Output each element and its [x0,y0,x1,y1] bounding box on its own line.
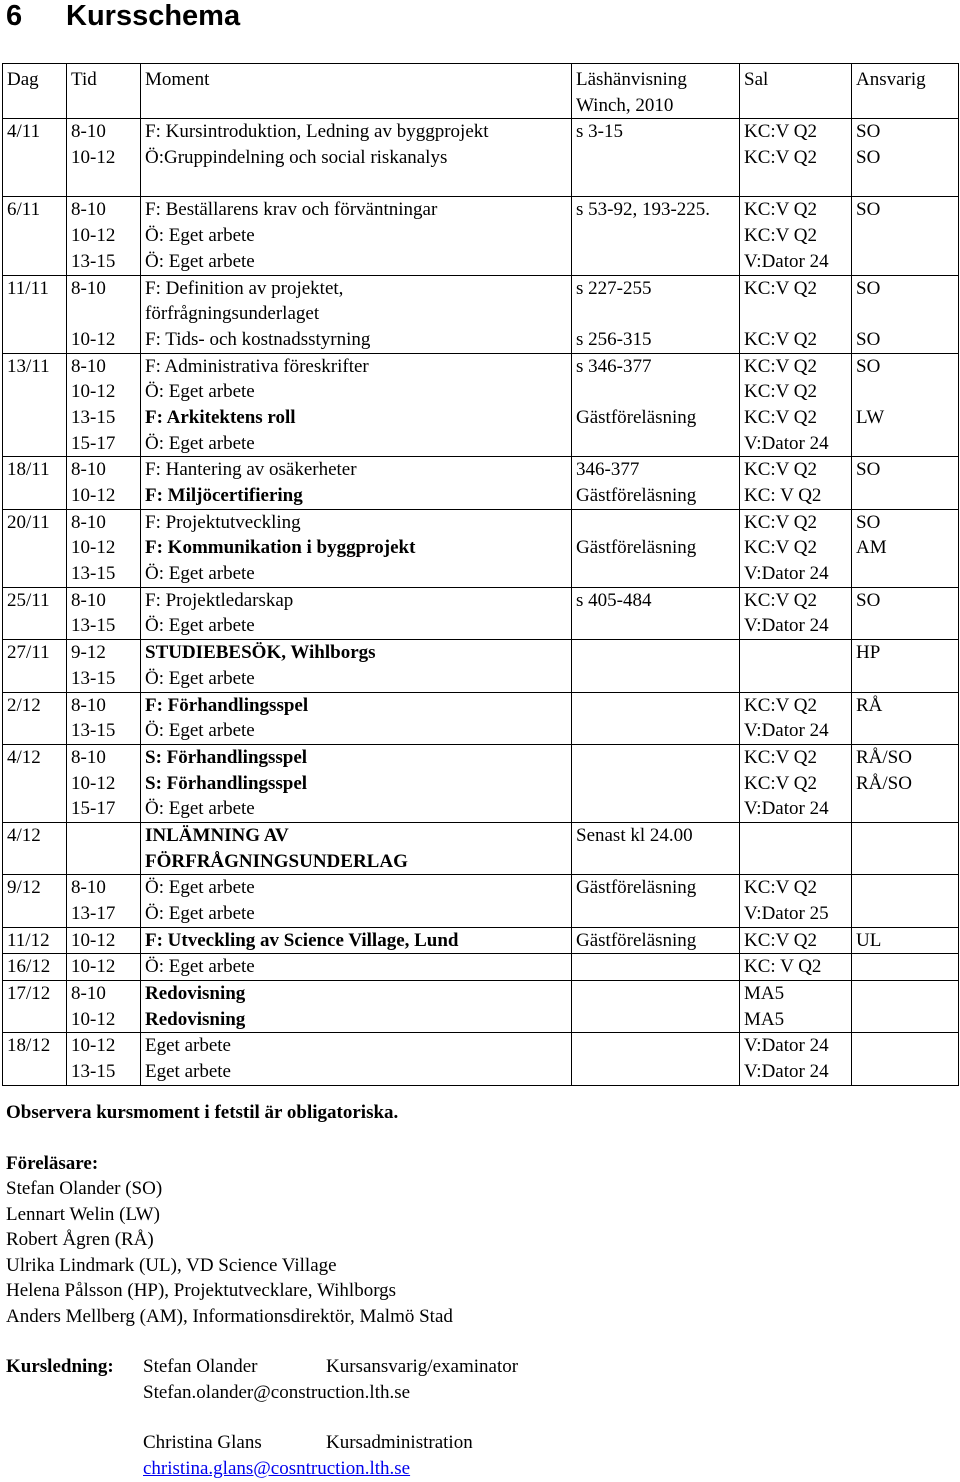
responsible-cell-line [856,379,958,405]
room-cell-line: KC:V Q2 [744,328,818,350]
table-row [3,457,959,509]
activity-cell-line: F: Projektutveckling [145,511,301,533]
time-cell-line: 8-10 [71,199,106,221]
time-cell [67,744,141,822]
activity-cell-line: STUDIEBESÖK, Wihlborgs [145,642,376,664]
reading-cell-line: s 405-484 [576,589,652,611]
room-cell-line: V:Dator 24 [744,250,829,272]
course-schedule-table [2,63,959,1086]
time-cell-line: 8-10 [71,277,106,299]
activity-cell [141,981,572,1033]
responsible-cell-line: SO [856,328,881,350]
day-cell-line: 18/11 [7,459,50,481]
reading-cell-line: Gästföreläsning [576,929,697,951]
time-cell [67,197,141,275]
room-cell-line: KC: V Q2 [744,485,822,506]
room-cell-line: KC:V Q2 [744,147,818,169]
room-cell-line: V:Dator 24 [744,1035,829,1057]
activity-cell [141,457,572,509]
activity-cell-line: F: Definition av projektet, [145,277,344,299]
time-cell-line: 13-15 [71,720,116,742]
room-cell-line: KC:V Q2 [744,694,818,716]
table-row [3,954,959,981]
reading-cell-line: s 3-15 [576,121,623,143]
time-cell [67,509,141,587]
time-cell-line: 8-10 [71,459,106,481]
activity-cell-line: Ö: Eget arbete [145,798,255,820]
room-cell [740,353,852,457]
contact-email-row [6,1456,453,1482]
activity-cell-line: Ö: Eget arbete [145,225,255,247]
activity-cell-line: F: Utveckling av Science Village, Lund [145,929,459,951]
room-cell [740,587,852,639]
responsible-cell-line: SO [856,199,881,221]
responsible-cell [852,981,959,1033]
table-row [3,692,959,744]
room-cell-line: KC:V Q2 [744,225,818,247]
activity-cell-line [145,171,571,197]
day-cell [3,197,67,275]
time-cell-line: 10-12 [71,328,116,350]
time-cell-line: 8-10 [71,121,106,143]
time-cell-line: 13-17 [71,903,116,924]
column-header: Ansvarig [852,64,959,119]
day-cell [3,457,67,509]
activity-cell [141,927,572,954]
section-title: Kursschema [66,0,241,32]
reading-cell [572,822,740,874]
table-row [3,1033,959,1085]
activity-cell-line: Ö: Eget arbete [145,432,255,454]
activity-cell-line: F: Miljöcertifiering [145,485,303,506]
time-cell [67,587,141,639]
table-row [3,927,959,954]
room-cell [740,509,852,587]
time-cell [67,875,141,927]
time-cell-line: 8-10 [71,746,106,768]
reading-cell-line: s 256-315 [576,328,652,350]
time-cell-line: 8-10 [71,694,106,716]
time-cell-line: 13-15 [71,250,116,272]
table-header-row [3,64,959,119]
activity-cell-line: Ö: Eget arbete [145,877,255,899]
responsible-cell [852,822,959,874]
time-cell-line: 10-12 [71,485,116,506]
responsible-cell-line: SO [856,355,881,377]
activity-cell [141,275,572,353]
lecturer-item: Ulrika Lindmark (UL), VD Science Village [6,1254,337,1276]
reading-cell-line [576,510,739,536]
responsible-cell [852,587,959,639]
time-cell-line: 13-15 [71,615,116,637]
day-cell-line: 9/12 [7,877,41,899]
activity-cell-line: Ö: Eget arbete [145,956,255,978]
reading-cell-line: s 53-92, 193-225. [576,199,711,221]
activity-cell-line: F: Kursintroduktion, Ledning av byggprojekt [145,121,489,143]
reading-cell-line: Gästföreläsning [576,537,697,559]
time-cell-line: 13-15 [71,406,116,428]
table-row [3,822,959,874]
lecturer-item: Robert Ågren (RÅ) [6,1229,154,1250]
time-cell-line [71,301,140,327]
table-row [3,197,959,275]
activity-cell-line: F: Arkitektens roll [145,406,296,428]
day-cell-line: 16/12 [7,956,51,978]
room-cell-line: V:Dator 24 [744,615,829,637]
activity-cell [141,692,572,744]
time-cell-line: 13-15 [71,563,116,585]
time-cell [67,119,141,197]
day-cell [3,119,67,197]
time-cell [67,954,141,981]
activity-cell [141,744,572,822]
room-cell-line: KC:V Q2 [744,589,818,611]
table-row [3,119,959,197]
responsible-cell-line: SO [856,589,881,611]
day-cell-line: 4/12 [7,824,41,846]
activity-cell-line: F: Tids- och kostnadsstyrning [145,328,371,350]
day-cell-line: 20/11 [7,511,50,533]
reading-cell-line: Gästföreläsning [576,406,697,428]
responsible-cell-line: RÅ/SO [856,772,912,794]
room-cell-line: MA5 [744,983,785,1005]
time-cell-line: 10-12 [71,929,116,951]
responsible-cell-line: UL [856,929,882,951]
activity-cell [141,875,572,927]
room-cell [740,744,852,822]
activity-cell-line: Ö: Eget arbete [145,903,255,924]
activity-cell-line: Ö: Eget arbete [145,381,255,403]
room-cell-line: KC:V Q2 [744,355,818,377]
lecturer-item: Helena Pålsson (HP), Projektutvecklare, Wihlborgs [6,1280,397,1301]
responsible-cell [852,275,959,353]
activity-cell-line: F: Kommunikation i byggprojekt [145,537,416,559]
time-cell-line: 8-10 [71,589,106,611]
page-title [6,0,240,32]
time-cell [67,822,141,874]
room-cell-line: MA5 [744,1008,785,1030]
responsible-cell-line: LW [856,406,885,428]
time-cell-line: 9-12 [71,642,106,664]
responsible-cell [852,1033,959,1085]
activity-cell-line: Redovisning [145,983,246,1005]
activity-cell-line: Eget arbete [145,1061,231,1083]
room-cell-line: KC:V Q2 [744,746,818,768]
leadership-row [6,1354,519,1380]
activity-cell [141,119,572,197]
time-cell-line: 15-17 [71,798,116,820]
activity-cell [141,509,572,587]
activity-cell [141,640,572,692]
reading-cell [572,875,740,927]
lecturer-item: Lennart Welin (LW) [6,1203,160,1225]
day-cell [3,875,67,927]
leadership-label: Kursledning: [6,1356,114,1377]
room-cell-line: V:Dator 25 [744,903,829,924]
footer-notes [6,1100,519,1481]
reading-cell [572,640,740,692]
room-cell [740,640,852,692]
responsible-cell-line: SO [856,277,881,299]
time-cell-line: 8-10 [71,355,106,377]
reading-cell [572,275,740,353]
day-cell [3,981,67,1033]
table-row [3,587,959,639]
day-cell-line: 25/11 [7,589,50,611]
room-cell-line: KC:V Q2 [744,772,818,794]
room-cell-line: V:Dator 24 [744,1061,829,1083]
column-header: Moment [141,64,572,119]
contact-role: Kursansvarig/examinator [326,1356,519,1377]
day-cell-line: 4/11 [7,121,41,143]
responsible-cell-line: SO [856,459,881,481]
day-cell-line: 27/11 [7,642,50,664]
room-cell [740,457,852,509]
room-cell-line: KC:V Q2 [744,929,818,951]
activity-cell-line: F: Hantering av osäkerheter [145,459,357,481]
reading-cell [572,954,740,981]
table-row [3,353,959,457]
responsible-cell-line: SO [856,147,881,169]
day-cell [3,587,67,639]
responsible-cell [852,954,959,981]
reading-cell-line: Gästföreläsning [576,877,697,899]
table-row [3,640,959,692]
day-cell [3,822,67,874]
time-cell-line: 10-12 [71,956,116,978]
room-cell [740,927,852,954]
contact-row [6,1430,473,1456]
room-cell [740,275,852,353]
time-cell-line: 15-17 [71,432,116,454]
room-cell [740,197,852,275]
activity-cell-line: Eget arbete [145,1035,231,1057]
room-cell [740,822,852,874]
table-row [3,981,959,1033]
room-cell-line: KC:V Q2 [744,459,818,481]
activity-cell-line: FÖRFRÅGNINGSUNDERLAG [145,850,408,872]
reading-cell [572,197,740,275]
day-cell [3,1033,67,1085]
time-cell-line: 10-12 [71,1008,116,1030]
room-cell [740,875,852,927]
time-cell [67,981,141,1033]
email-link[interactable]: christina.glans@cosntruction.lth.se [143,1457,411,1479]
room-cell-line: V:Dator 24 [744,720,829,742]
activity-cell [141,954,572,981]
contact-email-row [6,1380,453,1406]
column-header: Läshänvisning Winch, 2010 [572,64,740,119]
responsible-cell-line: RÅ/SO [856,746,912,768]
reading-cell [572,744,740,822]
day-cell [3,640,67,692]
room-cell-line: KC:V Q2 [744,277,818,299]
time-cell [67,927,141,954]
reading-cell [572,927,740,954]
obligatory-note: Observera kursmoment i fetstil är obligatoriska. [6,1102,399,1123]
table-row [3,744,959,822]
room-cell-line [744,301,851,327]
contact-email: Stefan.olander@construction.lth.se [143,1381,411,1403]
day-cell-line: 2/12 [7,694,41,716]
responsible-cell [852,353,959,457]
lecturer-item: Stefan Olander (SO) [6,1178,163,1199]
room-cell [740,954,852,981]
responsible-cell [852,197,959,275]
room-cell-line: KC:V Q2 [744,121,818,143]
activity-cell-line: F: Förhandlingsspel [145,694,309,716]
responsible-cell-line: SO [856,121,881,143]
activity-cell-line: förfrågningsunderlaget [145,303,320,325]
time-cell [67,457,141,509]
reading-cell-line: Gästföreläsning [576,485,697,506]
activity-cell-line: F: Projektledarskap [145,589,294,611]
activity-cell-line: Ö:Gruppindelning och social riskanalys [145,147,448,169]
time-cell [67,275,141,353]
reading-cell [572,353,740,457]
reading-cell-line: s 227-255 [576,277,652,299]
activity-cell-line: S: Förhandlingsspel [145,772,308,794]
reading-cell [572,981,740,1033]
activity-cell-line: Ö: Eget arbete [145,667,255,689]
time-cell-line: 13-15 [71,667,116,689]
activity-cell-line: S: Förhandlingsspel [145,746,308,768]
reading-cell-line: 346-377 [576,459,640,481]
activity-cell-line: Ö: Eget arbete [145,563,255,585]
activity-cell [141,353,572,457]
responsible-cell-line: RÅ [856,694,883,716]
room-cell-line: V:Dator 24 [744,563,829,585]
reading-cell [572,509,740,587]
room-cell-line: V:Dator 24 [744,798,829,820]
reading-cell [572,587,740,639]
table-row [3,509,959,587]
activity-cell [141,197,572,275]
room-cell-line: KC:V Q2 [744,537,818,559]
reading-cell [572,692,740,744]
day-cell [3,353,67,457]
reading-cell-line [576,379,739,405]
activity-cell-line: Ö: Eget arbete [145,250,255,272]
time-cell [67,692,141,744]
activity-cell-line: F: Beställarens krav och förväntningar [145,199,438,221]
responsible-cell [852,927,959,954]
activity-cell-line: Redovisning [145,1008,246,1030]
day-cell [3,954,67,981]
reading-cell [572,457,740,509]
room-cell-line: KC:V Q2 [744,511,818,533]
day-cell-line: 6/11 [7,199,41,221]
activity-cell-line: INLÄMNING AV [145,824,289,846]
time-cell-line: 8-10 [71,877,106,899]
lecturer-item: Anders Mellberg (AM), Informationsdirektör, Malmö Stad [6,1305,453,1327]
table-row [3,275,959,353]
responsible-cell-line: SO [856,511,881,533]
table-row [3,875,959,927]
time-cell-line: 8-10 [71,511,106,533]
day-cell-line: 17/12 [7,983,51,1005]
time-cell [67,640,141,692]
activity-cell-line: Ö: Eget arbete [145,720,255,742]
reading-cell [572,1033,740,1085]
time-cell-line: 10-12 [71,147,116,169]
responsible-cell-line: HP [856,642,881,664]
responsible-cell [852,457,959,509]
day-cell-line: 18/12 [7,1035,51,1057]
reading-cell-line [576,301,739,327]
day-cell [3,509,67,587]
responsible-cell [852,119,959,197]
room-cell [740,692,852,744]
responsible-cell [852,875,959,927]
section-number: 6 [6,0,23,32]
day-cell [3,692,67,744]
day-cell [3,744,67,822]
time-cell-line: 8-10 [71,983,106,1005]
room-cell [740,981,852,1033]
contact-name: Christina Glans [143,1432,262,1453]
responsible-cell [852,744,959,822]
contact-role: Kursadministration [326,1432,473,1453]
activity-cell [141,822,572,874]
contact-name: Stefan Olander [143,1356,258,1377]
day-cell [3,927,67,954]
room-cell-line: KC:V Q2 [744,381,818,403]
responsible-cell-line: AM [856,537,887,559]
time-cell [67,1033,141,1085]
column-header: Sal [740,64,852,119]
activity-cell-line: Ö: Eget arbete [145,615,255,637]
day-cell-line: 4/12 [7,746,41,768]
room-cell-line: KC:V Q2 [744,877,818,899]
time-cell-line: 10-12 [71,537,116,559]
day-cell [3,275,67,353]
time-cell-line: 10-12 [71,225,116,247]
room-cell-line: V:Dator 24 [744,432,829,454]
responsible-cell [852,509,959,587]
time-cell-line: 10-12 [71,381,116,403]
reading-cell [572,119,740,197]
day-cell-line: 11/12 [7,929,50,951]
time-cell-line: 13-15 [71,1061,116,1083]
activity-cell [141,1033,572,1085]
room-cell-line: KC: V Q2 [744,956,822,978]
reading-reference: Winch, 2010 [576,94,674,116]
activity-cell [141,587,572,639]
lecturers-label: Föreläsare: [6,1152,99,1174]
room-cell-line: KC:V Q2 [744,406,818,428]
reading-cell-line: Senast kl 24.00 [576,824,693,846]
column-header: Tid [67,64,141,119]
activity-cell-line: F: Administrativa föreskrifter [145,355,369,377]
time-cell [67,353,141,457]
room-cell [740,119,852,197]
column-header: Dag [3,64,67,119]
day-cell-line: 13/11 [7,355,50,377]
responsible-cell-line [856,301,958,327]
reading-cell-line: s 346-377 [576,355,652,377]
room-cell-line: KC:V Q2 [744,199,818,221]
day-cell-line: 11/11 [7,277,49,299]
room-cell [740,1033,852,1085]
responsible-cell [852,692,959,744]
time-cell-line: 10-12 [71,772,116,794]
responsible-cell [852,640,959,692]
time-cell-line: 10-12 [71,1035,116,1057]
